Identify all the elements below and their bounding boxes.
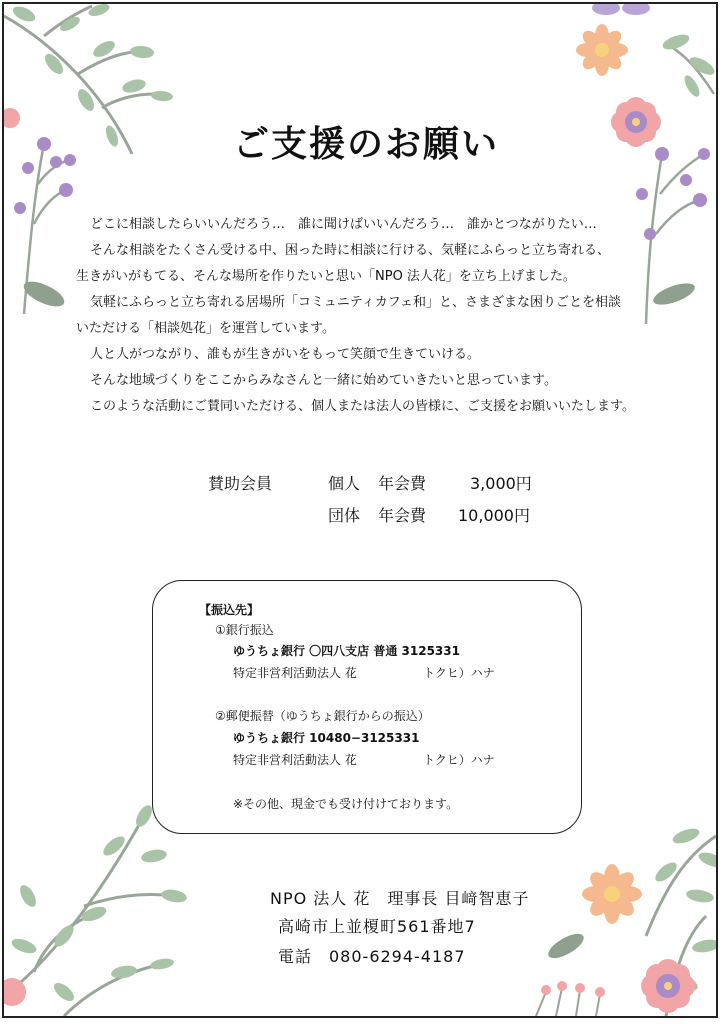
individual-type: 個人 <box>328 474 361 493</box>
bank-account-holder-kana: トクヒ）ハナ <box>423 666 495 680</box>
appeal-message <box>76 212 676 420</box>
individual-fee-label: 年会費 <box>378 474 427 493</box>
postal-account-holder-kana: トクヒ）ハナ <box>423 753 495 767</box>
paragraph-line: そんな地域づくりをここからみなさんと一緒に始めていきたいと思っています。 <box>90 373 557 388</box>
group-fee-amount: 10,000円 <box>458 506 530 525</box>
postal-account: ゆうちょ銀行 10480−3125331 <box>233 731 420 745</box>
postal-account-holder: 特定非営利活動法人 花 <box>233 753 357 767</box>
group-type: 団体 <box>328 506 361 525</box>
paragraph-line: 人と人がつながり、誰もが生きがいをもって笑顔で生きていける。 <box>90 347 481 362</box>
paragraph-line: 気軽にふらっと立ち寄れる居場所「コミュニティカフェ和」と、さまざまな困りごとを相談 <box>90 295 622 310</box>
page-frame <box>2 2 718 1018</box>
transfer-heading: 【振込先】 <box>199 603 260 617</box>
group-fee-label: 年会費 <box>378 506 427 525</box>
individual-fee-amount: 3,000円 <box>470 474 532 493</box>
bank-transfer-title: ①銀行振込 <box>215 623 274 637</box>
bank-account-holder: 特定非営利活動法人 花 <box>233 666 357 680</box>
paragraph-line: そんな相談をたくさん受ける中、困った時に相談に行ける、気軽にふらっと立ち寄れる、 <box>90 243 611 258</box>
address: 高崎市上並榎町561番地7 <box>278 917 476 936</box>
membership-label: 賛助会員 <box>208 474 273 493</box>
paragraph-line: いただける「相談処花」を運営しています。 <box>76 321 335 336</box>
postal-transfer-title: ②郵便振替（ゆうちょ銀行からの振込） <box>215 709 430 723</box>
paragraph-line: このような活動にご賛同いただける、個人または法人の皆様に、ご支援をお願いいたします。 <box>90 399 635 414</box>
organization-name: NPO 法人 花 理事長 目﨑智恵子 <box>270 889 530 908</box>
bank-account: ゆうちょ銀行 〇四八支店 普通 3125331 <box>233 644 460 658</box>
phone-number: 電話 080-6294-4187 <box>278 947 466 966</box>
transfer-info-box <box>152 580 582 834</box>
paragraph-line: 生きがいがもてる、そんな場所を作りたいと思い「NPO 法人花」を立ち上げました。 <box>76 269 576 284</box>
cash-note: ※その他、現金でも受け付けております。 <box>233 797 459 811</box>
page-title: ご支援のお願い <box>232 124 499 165</box>
paragraph-line: どこに相談したらいいんだろう… 誰に聞けばいいんだろう… 誰かとつながりたい… <box>90 217 597 232</box>
